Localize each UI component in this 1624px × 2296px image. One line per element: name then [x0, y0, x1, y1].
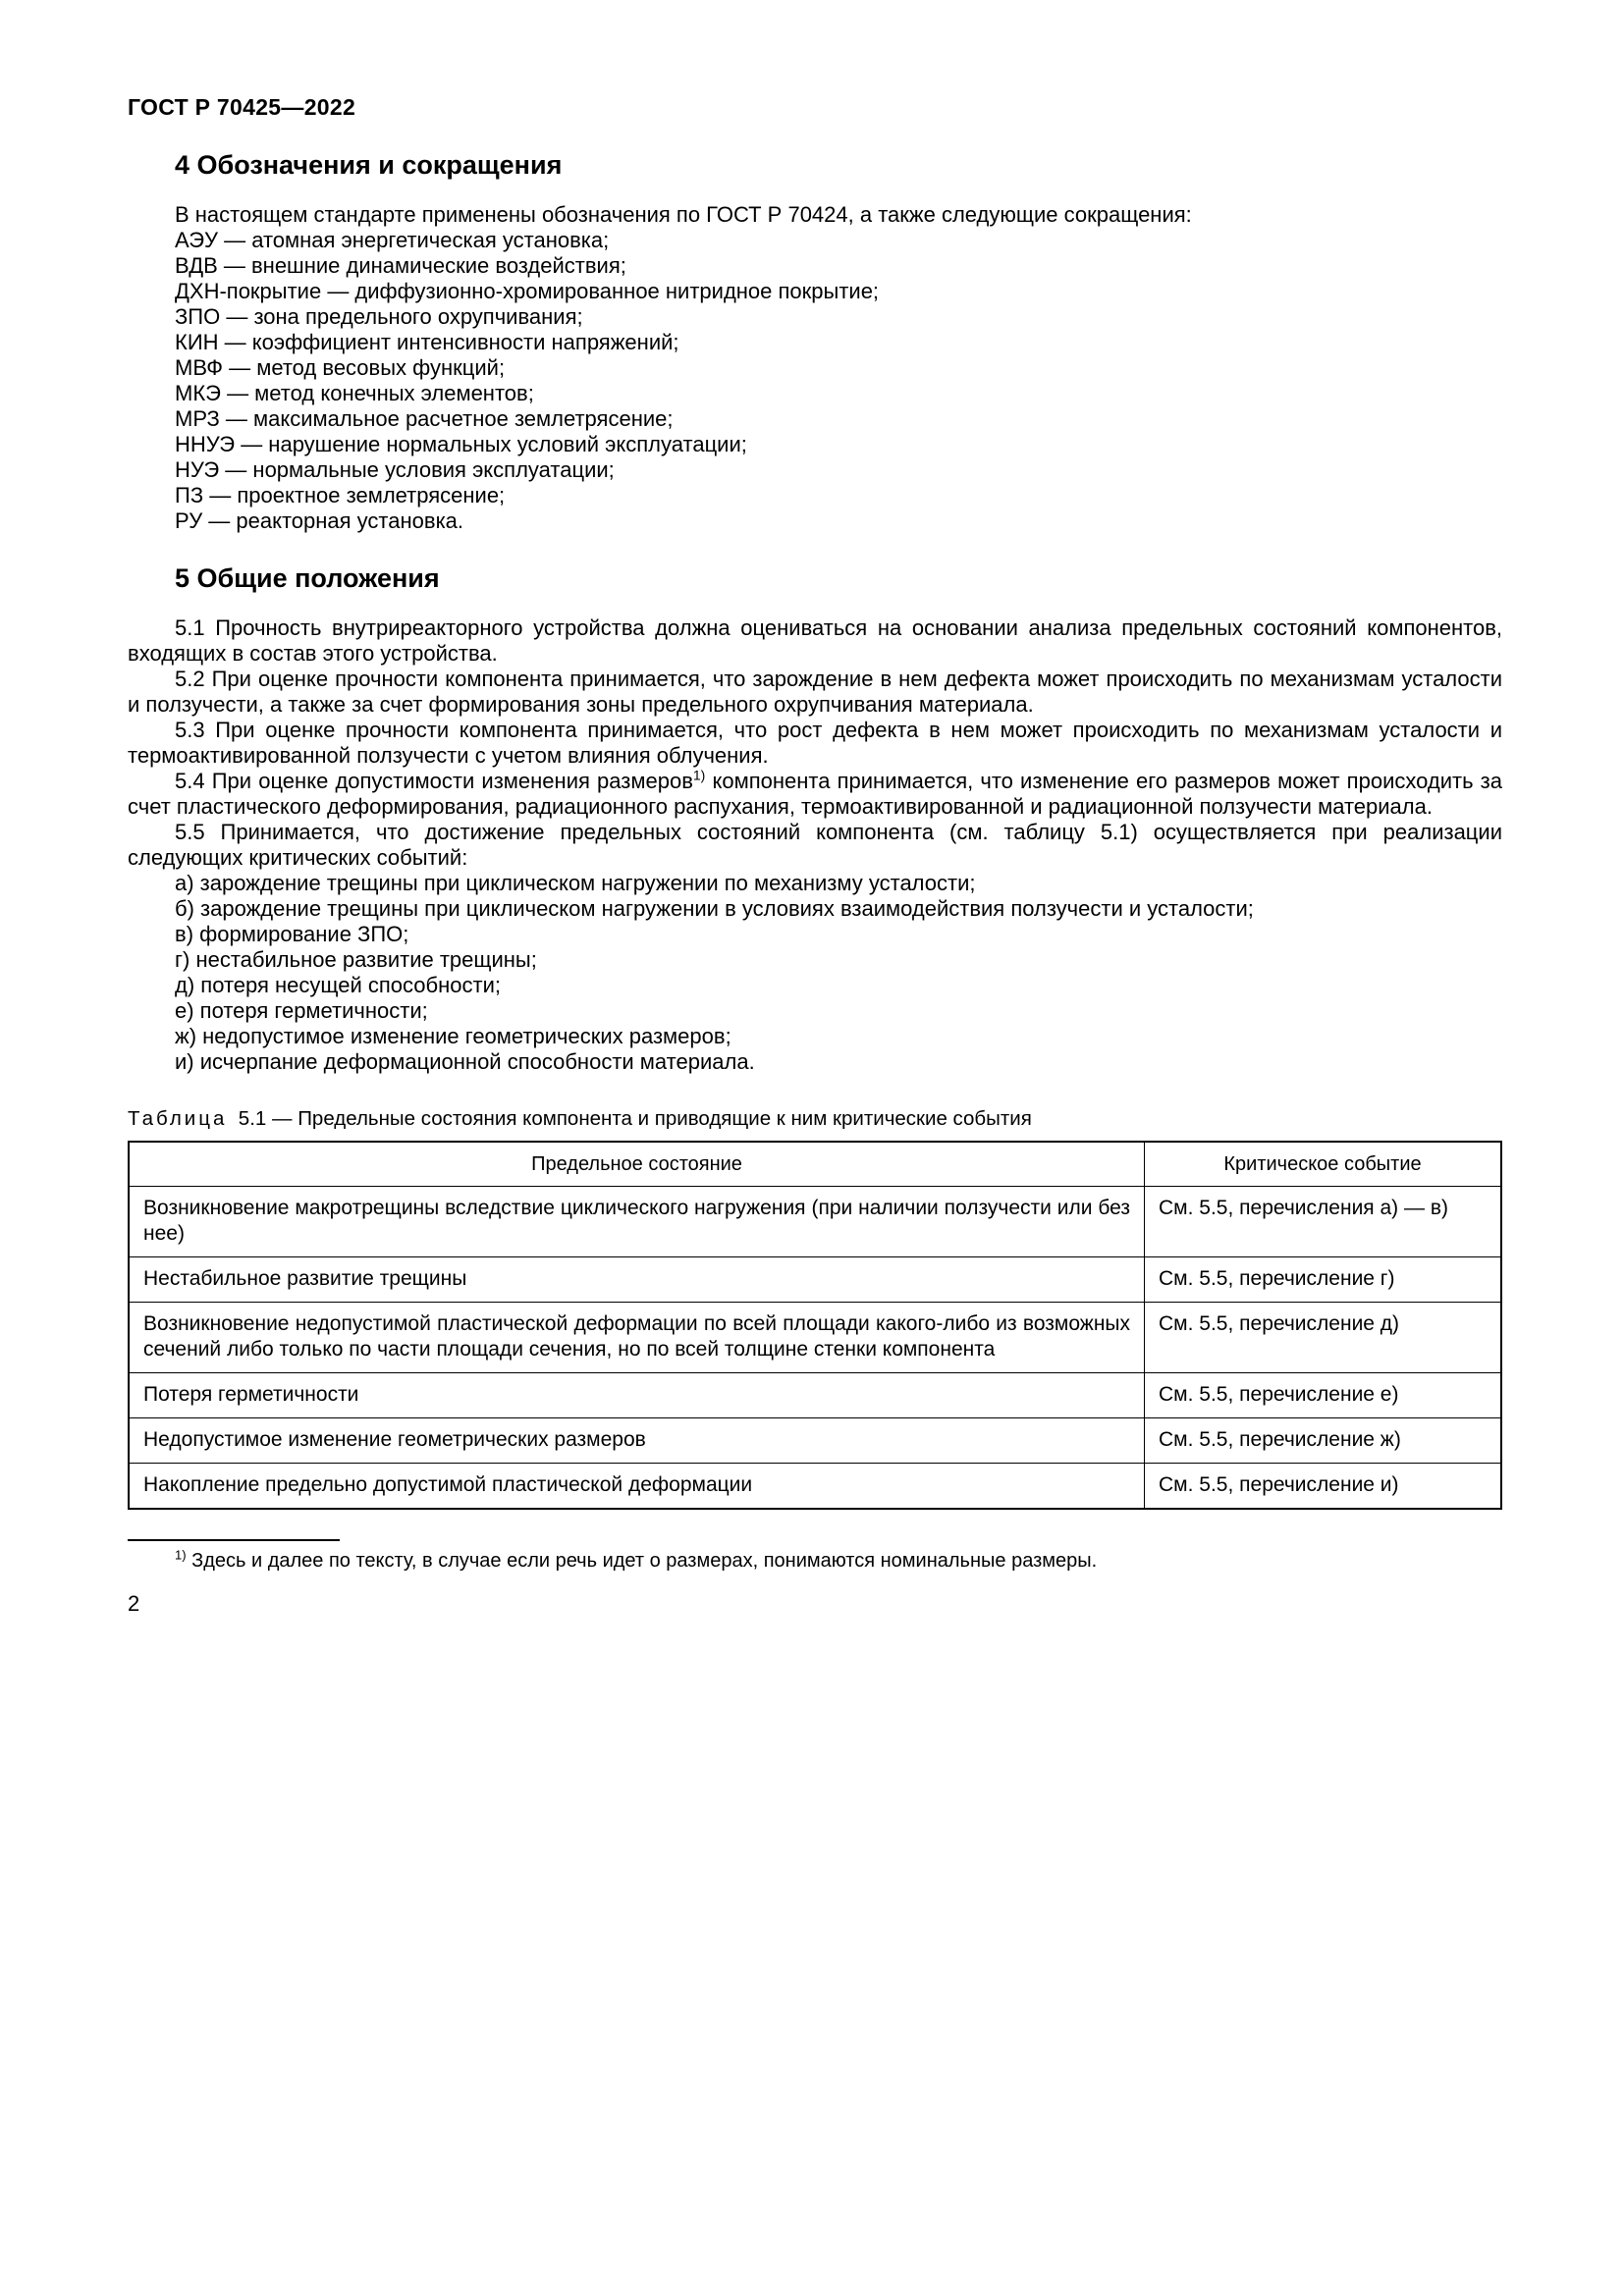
abbreviation-line: ННУЭ — нарушение нормальных условий эксплуатации;	[175, 432, 747, 456]
cell-critical-event: См. 5.5, перечисления а) — в)	[1145, 1187, 1501, 1257]
table-row	[129, 1464, 1501, 1510]
list-item-i: и) исчерпание деформационной способности материала.	[175, 1049, 755, 1074]
table-caption-word: Таблица	[128, 1107, 228, 1130]
cell-limit-state: Потеря герметичности	[129, 1373, 1145, 1418]
cell-limit-state: Возникновение макротрещины вследствие циклического нагружения (при наличии ползучести или без нее)	[129, 1187, 1145, 1257]
table-row	[129, 1373, 1501, 1418]
cell-critical-event: См. 5.5, перечисление е)	[1145, 1373, 1501, 1418]
cell-limit-state: Недопустимое изменение геометрических размеров	[129, 1418, 1145, 1464]
section-4-title: 4 Обозначения и сокращения	[175, 150, 563, 180]
abbreviation-line: МКЭ — метод конечных элементов;	[175, 381, 534, 405]
cell-limit-state: Нестабильное развитие трещины	[129, 1257, 1145, 1303]
abbreviation-list	[128, 228, 1502, 534]
abbreviation-line: МВФ — метод весовых функций;	[175, 355, 506, 380]
paragraph-5-3: 5.3 При оценке прочности компонента принимается, что рост дефекта в нем может происходить по механизмам усталости и термоактивированной ползучести с учетом влияния облучения.	[128, 718, 1502, 768]
paragraph-5-4	[128, 769, 1502, 820]
table-header-row	[129, 1142, 1501, 1187]
list-item-g: г) нестабильное развитие трещины;	[175, 947, 537, 972]
cell-critical-event: См. 5.5, перечисление д)	[1145, 1303, 1501, 1373]
footnote	[128, 1549, 1502, 1574]
table-row	[129, 1303, 1501, 1373]
abbreviation-line: ВДВ — внешние динамические воздействия;	[175, 253, 626, 278]
abbreviation-line: РУ — реакторная установка.	[175, 508, 464, 533]
list-item-v: в) формирование ЗПО;	[175, 922, 409, 946]
table-caption-text: — Предельные состояния компонента и приводящие к ним критические события	[272, 1107, 1032, 1130]
document-title-header: ГОСТ Р 70425—2022	[128, 94, 356, 120]
critical-events-list	[128, 871, 1502, 1075]
list-item-d: д) потеря несущей способности;	[175, 973, 501, 997]
list-item-a: а) зарождение трещины при циклическом нагружении по механизму усталости;	[175, 871, 976, 895]
cell-limit-state: Накопление предельно допустимой пластической деформации	[129, 1464, 1145, 1510]
list-item-e: е) потеря герметичности;	[175, 998, 428, 1023]
list-item-b: б) зарождение трещины при циклическом нагружении в условиях взаимодействия ползучести и усталости;	[175, 896, 1254, 921]
table-caption-number: 5.1	[238, 1107, 267, 1130]
paragraph-5-1: 5.1 Прочность внутриреакторного устройства должна оцениваться на основании анализа предельных состояний компонентов, входящих в состав этого устройства.	[128, 615, 1502, 666]
footnote-marker: 1)	[175, 1547, 187, 1563]
cell-critical-event: См. 5.5, перечисление ж)	[1145, 1418, 1501, 1464]
table-row	[129, 1187, 1501, 1257]
limit-state-table	[128, 1141, 1502, 1510]
cell-critical-event: См. 5.5, перечисление г)	[1145, 1257, 1501, 1303]
abbreviation-line: ДХН-покрытие — диффузионно-хромированное нитридное покрытие;	[175, 279, 880, 303]
paragraph-5-5: 5.5 Принимается, что достижение предельных состояний компонента (см. таблицу 5.1) осуществляется при реализации следующих критических событий:	[128, 820, 1502, 870]
footnote-text: Здесь и далее по тексту, в случае если речь идет о размерах, понимаются номинальные размеры.	[191, 1550, 1098, 1572]
footnote-reference-marker: 1)	[692, 767, 706, 783]
page-number: 2	[128, 1591, 140, 1616]
table-caption	[128, 1106, 1502, 1131]
cell-critical-event: См. 5.5, перечисление и)	[1145, 1464, 1501, 1510]
section-4-intro: В настоящем стандарте применены обозначения по ГОСТ Р 70424, а также следующие сокращения:	[175, 202, 1192, 227]
footnote-divider	[128, 1539, 340, 1541]
list-item-zh: ж) недопустимое изменение геометрических размеров;	[175, 1024, 731, 1048]
abbreviation-line: МРЗ — максимальное расчетное землетрясение;	[175, 406, 674, 431]
paragraph-5-4-text: 5.4 При оценке допустимости изменения размеров	[175, 769, 693, 793]
abbreviation-line: КИН — коэффициент интенсивности напряжений;	[175, 330, 679, 354]
cell-limit-state: Возникновение недопустимой пластической деформации по всей площади какого-либо из возможных сечений либо только по части площади сечения, но по всей толщине стенки компонента	[129, 1303, 1145, 1373]
table-row	[129, 1418, 1501, 1464]
table-header-event: Критическое событие	[1145, 1142, 1501, 1187]
abbreviation-line: ПЗ — проектное землетрясение;	[175, 483, 506, 507]
paragraph-5-4-text-continued: компонента принимается, что изменение его размеров может происходить за счет пластического деформирования, радиационного распухания, термоактивированной и радиационной ползучести материала.	[128, 769, 1502, 819]
table-header-state: Предельное состояние	[129, 1142, 1145, 1187]
abbreviation-line: АЭУ — атомная энергетическая установка;	[175, 228, 610, 252]
abbreviation-line: НУЭ — нормальные условия эксплуатации;	[175, 457, 615, 482]
paragraph-5-2: 5.2 При оценке прочности компонента принимается, что зарождение в нем дефекта может происходить по механизмам усталости и ползучести, а также за счет формирования зоны предельного охрупчивания материала.	[128, 667, 1502, 717]
abbreviation-line: ЗПО — зона предельного охрупчивания;	[175, 304, 583, 329]
table-row	[129, 1257, 1501, 1303]
section-5-title: 5 Общие положения	[175, 563, 440, 593]
